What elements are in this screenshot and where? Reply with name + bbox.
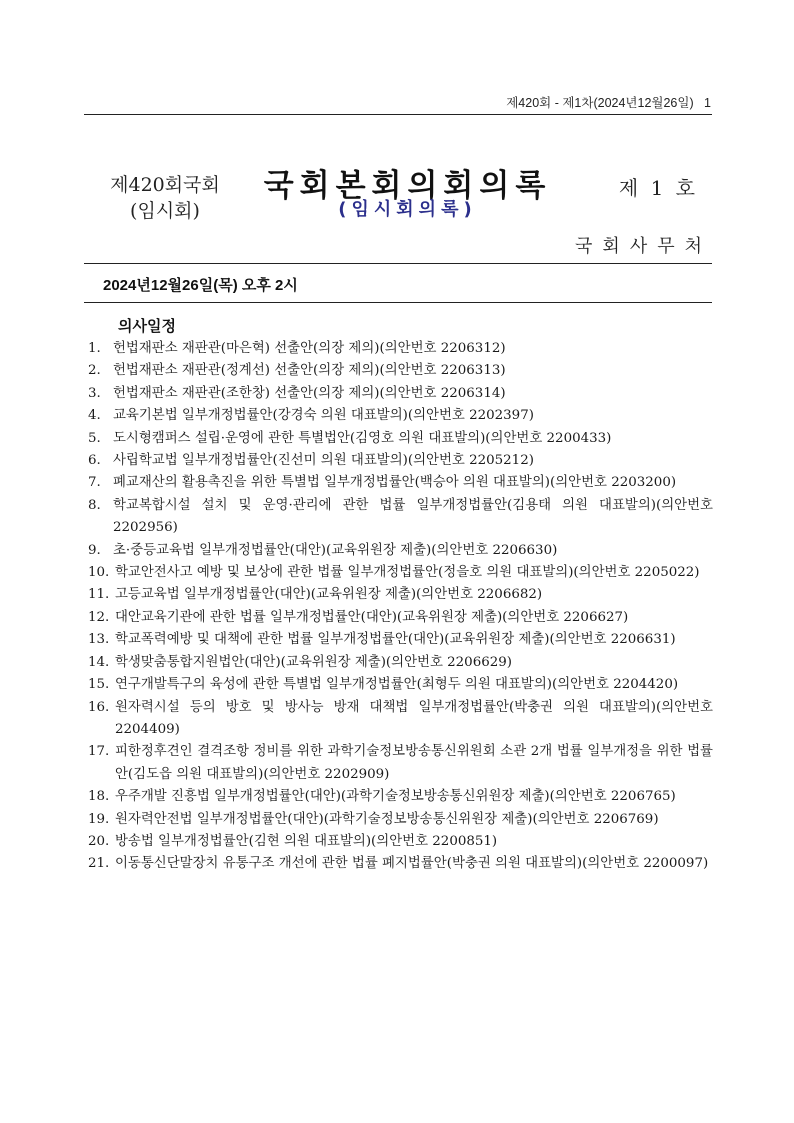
agenda-item: 21. 이동통신단말장치 유통구조 개선에 관한 법률 폐지법률안(박충권 의원 대표발의)(의안번호 2200097) bbox=[88, 856, 709, 872]
agenda-item: 4. 교육기본법 일부개정법률안(강경숙 의원 대표발의)(의안번호 2202397) bbox=[88, 408, 534, 424]
agenda-item: 1. 헌법재판소 재판관(마은혁) 선출안(의장 제의)(의안번호 2206312) bbox=[88, 341, 506, 356]
session-label bbox=[100, 172, 230, 224]
agenda-item: 5. 도시형캠퍼스 설립·운영에 관한 특별법안(김영호 의원 대표발의)(의안번호 2200433) bbox=[88, 430, 612, 446]
document-title: 국회본회의회의록 bbox=[263, 168, 552, 204]
agenda-item: 7. 폐교재산의 활용촉진을 위한 특별법 일부개정법률안(백승아 의원 대표발의)(의안번호 2203200) bbox=[88, 475, 677, 491]
title-rule bbox=[84, 263, 712, 264]
agenda-item: 13. 학교폭력예방 및 대책에 관한 법률 일부개정법률안(대안)(교육위원장 제출)(의안번호 2206631) bbox=[88, 632, 676, 648]
agenda-item: 3. 헌법재판소 재판관(조한창) 선출안(의장 제의)(의안번호 2206314) bbox=[88, 385, 506, 401]
session-type: (임시회) bbox=[130, 200, 200, 222]
agenda-item: 15. 연구개발특구의 육성에 관한 특별법 일부개정법률안(최형두 의원 대표발의)(의안번호 2204420) bbox=[88, 677, 679, 693]
agenda-item: 6. 사립학교법 일부개정법률안(진선미 의원 대표발의)(의안번호 2205212) bbox=[88, 453, 534, 469]
agenda-item: 12. 대안교육기관에 관한 법률 일부개정법률안(대안)(교육위원장 제출)(의안번호 2206627) bbox=[88, 609, 629, 625]
agenda-item: 8. 학교복합시설 설치 및 운영·관리에 관한 법률 일부개정법률안(김용태 의원 대표발의)(의안번호 2202956) bbox=[88, 497, 713, 536]
agenda-heading: 의사일정 bbox=[118, 318, 176, 335]
agenda-item: 11. 고등교육법 일부개정법률안(대안)(교육위원장 제출)(의안번호 2206682) bbox=[88, 587, 543, 603]
running-head: 제420회 - 제1차(2024년12월26일) 1 bbox=[506, 96, 711, 110]
header-rule bbox=[84, 114, 712, 115]
publisher: 국회사무처 bbox=[575, 236, 712, 257]
session-number: 제420회국회 bbox=[110, 174, 220, 196]
document-subtitle: (임시회의록) bbox=[338, 199, 477, 220]
issue-number: 제 1 호 bbox=[618, 176, 698, 200]
agenda-item: 19. 원자력안전법 일부개정법률안(대안)(과학기술정보방송통신위원장 제출)(의안번호 2206769) bbox=[88, 811, 659, 827]
meeting-datetime: 2024년12월26일(목) 오후 2시 bbox=[103, 277, 298, 294]
agenda-item: 10. 학교안전사고 예방 및 보상에 관한 법률 일부개정법률안(정을호 의원 대표발의)(의안번호 2205022) bbox=[88, 565, 700, 581]
agenda-item: 20. 방송법 일부개정법률안(김현 의원 대표발의)(의안번호 2200851) bbox=[88, 833, 498, 849]
agenda-item: 17. 피한정후견인 결격조항 정비를 위한 과학기술정보방송통신위원회 소관 2개 법률 일부개정을 위한 법률안(김도읍 의원 대표발의)(의안번호 2202909) bbox=[88, 744, 713, 782]
datetime-rule bbox=[84, 302, 712, 303]
agenda-item: 14. 학생맞춤통합지원법안(대안)(교육위원장 제출)(의안번호 2206629) bbox=[88, 654, 513, 670]
agenda-item: 9. 초·중등교육법 일부개정법률안(대안)(교육위원장 제출)(의안번호 2206630) bbox=[88, 542, 558, 558]
agenda-item: 18. 우주개발 진흥법 일부개정법률안(대안)(과학기술정보방송통신위원장 제출)(의안번호 2206765) bbox=[88, 789, 676, 805]
agenda-list bbox=[88, 338, 713, 876]
agenda-item: 2. 헌법재판소 재판관(정계선) 선출안(의장 제의)(의안번호 2206313) bbox=[88, 363, 506, 379]
agenda-item: 16. 원자력시설 등의 방호 및 방사능 방재 대책법 일부개정법률안(박충권 의원 대표발의)(의안번호 2204409) bbox=[88, 699, 713, 737]
